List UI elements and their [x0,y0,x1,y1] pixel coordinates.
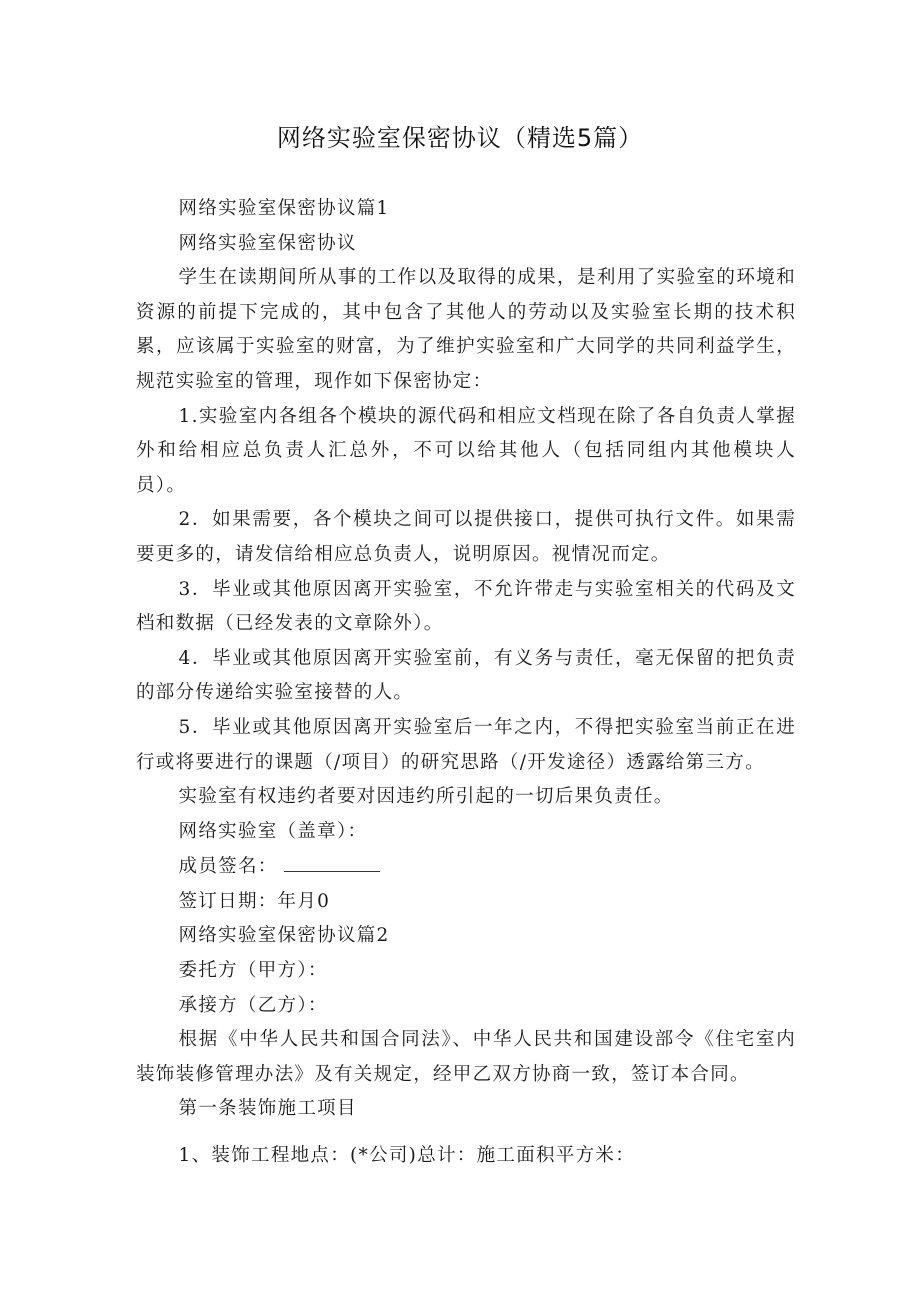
intro-paragraph: 学生在读期间所从事的工作以及取得的成果，是利用了实验室的环境和资源的前提下完成的，其中包含了其他人的劳动以及实验室长期的技术积累，应该属于实验室的财富，为了维护实验室和广大同学的共同利益学生，规范实验室的管理，现作如下保密协定： [136,267,796,392]
party-b-line: 承接方（乙方）： [178,994,328,1016]
article-1-item-1: 1、装饰工程地点：(*公司)总计：施工面积平方米： [178,1145,636,1167]
clause-4: 4．毕业或其他原因离开实验室前，有义务与责任，毫无保留的把负责的部分传递给实验室接替的人。 [136,647,796,704]
clause-1: 1.实验室内各组各个模块的源代码和相应文档现在除了各自负责人掌握外和给相应总负责人汇总外，不可以给其他人（包括同组内其他模块人员）。 [136,405,796,496]
member-signature-label: 成员签名： [178,856,278,878]
member-signature-line [136,849,796,885]
document-title: 网络实验室保密协议（精选5篇） [276,124,644,152]
article-1-heading: 第一条装饰施工项目 [178,1098,357,1120]
liability-statement: 实验室有权违约者要对因违约所引起的一切后果负责任。 [178,786,674,808]
signature-blank [284,849,380,872]
section-heading-2: 网络实验室保密协议篇2 [178,925,390,947]
clause-2: 2．如果需要，各个模块之间可以提供接口，提供可执行文件。如果需要更多的，请发信给相应总负责人，说明原因。视情况而定。 [136,509,796,565]
clause-3: 3．毕业或其他原因离开实验室，不允许带走与实验室相关的代码及文档和数据（已经发表的文章除外）。 [136,578,796,635]
clause-5: 5．毕业或其他原因离开实验室后一年之内，不得把实验室当前正在进行或将要进行的课题（/项目）的研究思路（/开发途径）透露给第三方。 [136,716,796,773]
party-a-line: 委托方（甲方）： [178,960,328,982]
sign-date-line: 签订日期：年月0 [178,890,331,912]
contract-basis-paragraph: 根据《中华人民共和国合同法》、中华人民共和国建设部令《住宅室内装饰装修管理办法》及有关规定，经甲乙双方协商一致，签订本合同。 [136,1029,796,1085]
section-heading-1: 网络实验室保密协议篇1 [178,198,390,219]
document-body [136,192,796,1174]
agreement-title: 网络实验室保密协议 [178,232,357,254]
lab-seal-line: 网络实验室（盖章）： [178,820,368,842]
